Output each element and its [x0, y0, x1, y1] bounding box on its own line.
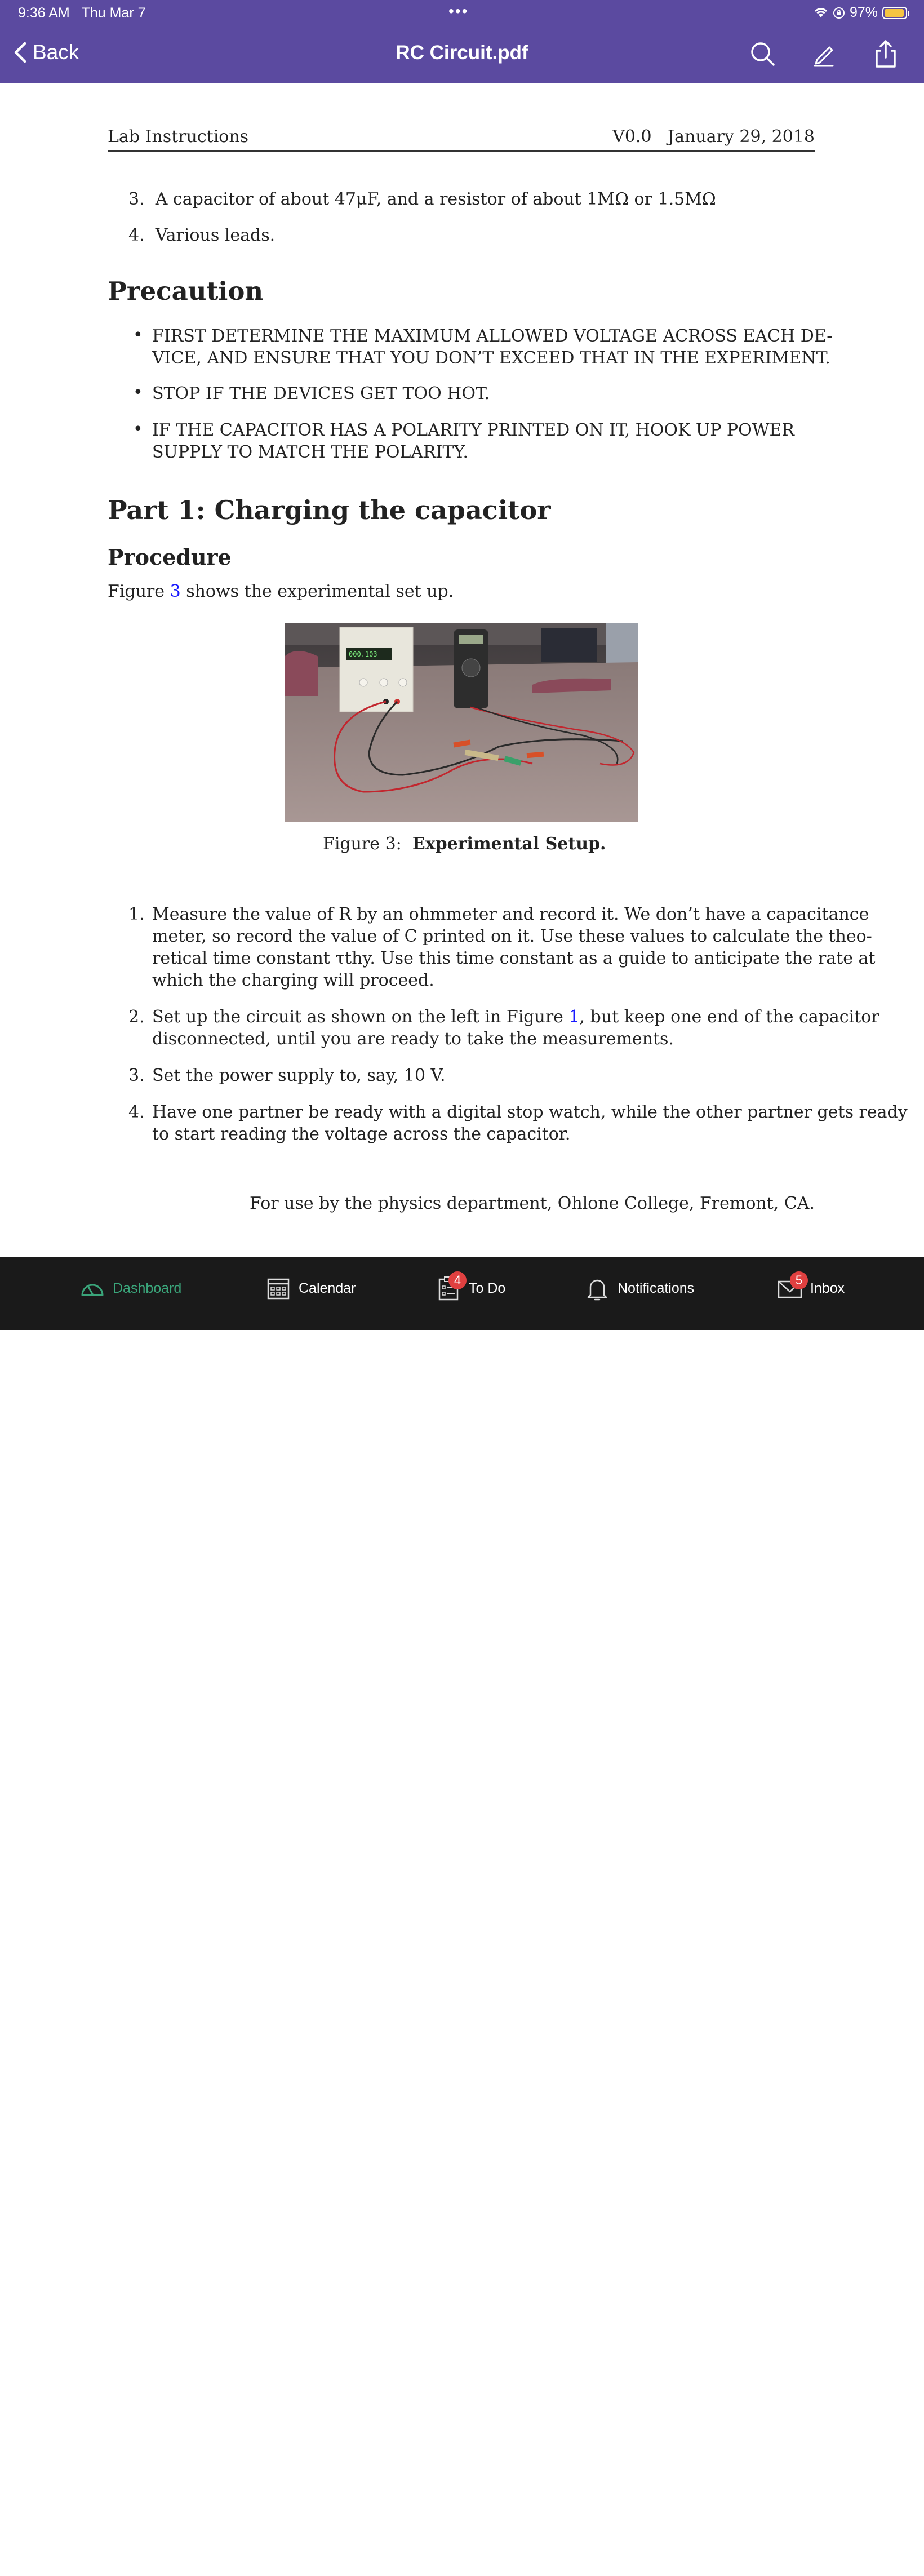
annotate-pen-icon[interactable] — [809, 39, 838, 69]
search-icon[interactable] — [748, 39, 778, 69]
calendar-icon — [265, 1275, 292, 1302]
page-header — [108, 127, 815, 152]
bullet-icon: • — [133, 325, 143, 345]
battery-percent: 97% — [849, 5, 878, 20]
status-bar — [0, 0, 924, 27]
header-right: V0.0 January 29, 2018 — [612, 127, 815, 147]
step-number: 4. — [128, 1102, 145, 1122]
figure-3-link[interactable]: 3 — [170, 582, 181, 601]
back-label: Back — [33, 41, 79, 64]
inbox-badge: 5 — [790, 1271, 808, 1289]
share-icon[interactable] — [871, 39, 900, 69]
tab-label: Calendar — [299, 1280, 356, 1296]
step-number: 2. — [128, 1007, 145, 1027]
page-title: RC Circuit.pdf — [396, 42, 528, 64]
status-right — [814, 5, 907, 21]
battery-icon — [882, 7, 907, 19]
section-title-part1: Part 1: Charging the capacitor — [108, 495, 551, 525]
tab-label: Inbox — [810, 1280, 845, 1296]
multitask-dots[interactable]: ••• — [448, 2, 469, 20]
header-left: Lab Instructions — [108, 127, 249, 147]
figure-1-link[interactable]: 1 — [568, 1007, 580, 1027]
step-text: Set up the circuit as shown on the left in Figure 1, but keep one end of the capacitor disconnected, until you are ready to take the measurements. — [152, 1007, 879, 1049]
home-indicator[interactable] — [309, 2570, 615, 2576]
precaution-item: STOP IF THE DEVICES GET TOO HOT. — [152, 384, 490, 404]
experimental-setup-photo — [285, 623, 638, 822]
step-text: Set the power supply to, say, 10 V. — [152, 1066, 446, 1085]
tab-inbox[interactable] — [776, 1275, 845, 1302]
step-text: Measure the value of R by an ohmmeter and record it. We don’t have a capacitance meter, so record the value of C printed on it. Use these values to calculate the theo- retical time constant τthy. Use this time constant as a guide to anticipate the rate at which the charging will proceed. — [152, 905, 876, 990]
precaution-item: IF THE CAPACITOR HAS A POLARITY PRINTED ON IT, HOOK UP POWER SUPPLY TO MATCH THE POLARITY. — [152, 420, 795, 462]
power-supply-display: 000.103 — [349, 650, 377, 658]
bullet-icon: • — [133, 383, 143, 402]
step-number: 3. — [128, 1066, 145, 1085]
tab-label: Dashboard — [113, 1280, 182, 1296]
precaution-item: FIRST DETERMINE THE MAXIMUM ALLOWED VOLTAGE ACROSS EACH DE- VICE, AND ENSURE THAT YOU DON’T EXCEED THAT IN THE EXPERIMENT. — [152, 326, 833, 368]
figure-caption: Figure 3: Experimental Setup. — [323, 834, 606, 854]
orientation-lock-icon — [833, 7, 845, 19]
bullet-icon: • — [133, 419, 143, 439]
tab-notifications[interactable] — [584, 1275, 694, 1302]
section-title-precaution: Precaution — [108, 276, 264, 306]
pdf-page — [0, 83, 924, 1257]
todo-badge: 4 — [448, 1271, 467, 1289]
nav-bar — [0, 27, 924, 83]
page-footer: For use by the physics department, Ohlone College, Fremont, CA. — [250, 1194, 815, 1213]
tab-todo[interactable] — [435, 1275, 505, 1302]
step-number: 1. — [128, 905, 145, 924]
tab-calendar[interactable] — [265, 1275, 356, 1302]
step-text: Have one partner be ready with a digital stop watch, while the other partner gets ready to start reading the voltage across the capacitor. — [152, 1102, 908, 1144]
tab-dashboard[interactable] — [79, 1275, 181, 1302]
status-date: Thu Mar 7 — [81, 5, 146, 21]
tab-label: Notifications — [618, 1280, 695, 1296]
tab-label: To Do — [469, 1280, 506, 1296]
tab-bar — [0, 1257, 924, 1330]
figure-intro: Figure 3 shows the experimental set up. — [108, 582, 454, 601]
material-item: 3. A capacitor of about 47μF, and a resistor of about 1MΩ or 1.5MΩ — [128, 189, 716, 209]
bell-icon — [584, 1275, 611, 1302]
status-time: 9:36 AM Thu Mar 7 — [18, 5, 146, 21]
material-item: 4. Various leads. — [128, 225, 276, 245]
wifi-icon — [814, 7, 828, 19]
subsection-title-procedure: Procedure — [108, 544, 232, 570]
dashboard-gauge-icon — [79, 1275, 106, 1302]
